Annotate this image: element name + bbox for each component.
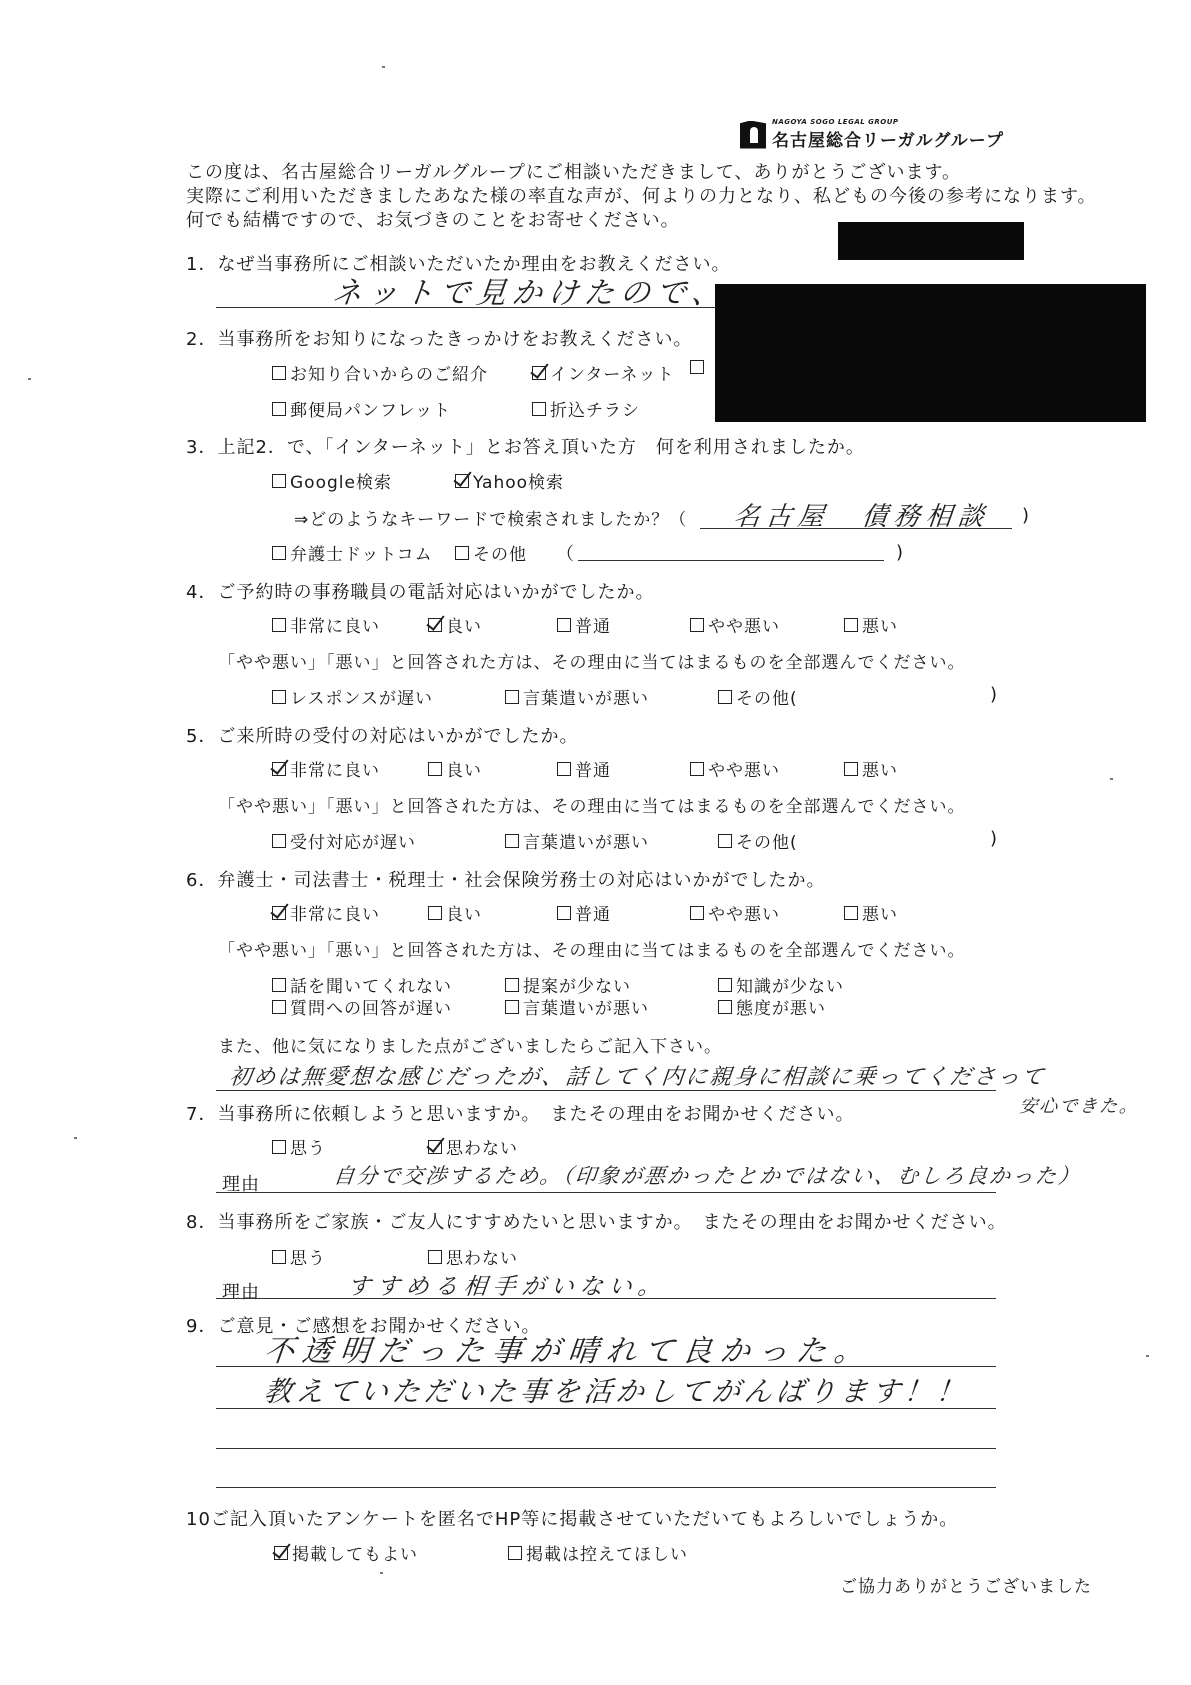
q5-option-bad[interactable]: 悪い — [844, 756, 898, 781]
checkbox[interactable] — [272, 1250, 286, 1264]
q4-reason-other[interactable]: その他( — [718, 684, 798, 709]
q10-option-decline[interactable]: 掲載は控えてほしい — [508, 1540, 688, 1565]
q5-reason-close: ) — [990, 828, 999, 849]
checkbox[interactable] — [718, 978, 732, 992]
intro-line-2: 実際にご利用いただきましたあなた様の率直な声が、何よりの力となり、私どもの今後の参考になります。 — [186, 186, 1097, 207]
checkbox[interactable] — [272, 834, 286, 848]
q2-label: 2．当事務所をお知りになったきっかけをお教えください。 — [186, 329, 693, 350]
q2-option-flyer[interactable]: 折込チラシ — [532, 396, 640, 421]
q8-reason-label: 理由 — [222, 1282, 260, 1303]
scan-speck — [74, 1137, 77, 1139]
intro-line-1: この度は、名古屋総合リーガルグループにご相談いただきまして、ありがとうございます。 — [186, 162, 962, 183]
checkbox-checked[interactable] — [455, 474, 469, 488]
q6-label: 6．弁護士・司法書士・税理士・社会保険労務士の対応はいかがでしたか。 — [186, 870, 826, 891]
checkbox[interactable] — [844, 906, 858, 920]
q8-option-yes[interactable]: 思う — [272, 1244, 326, 1269]
checkbox[interactable] — [690, 762, 704, 776]
q3-keyword-line — [700, 528, 1012, 529]
q8-reason-line — [216, 1298, 996, 1299]
q5-label: 5．ご来所時の受付の対応はいかがでしたか。 — [186, 726, 579, 747]
checkbox[interactable] — [557, 762, 571, 776]
q9-line-3[interactable] — [216, 1448, 996, 1449]
checkbox[interactable] — [272, 546, 286, 560]
checkbox[interactable] — [690, 360, 704, 374]
q3-option-other[interactable]: その他 — [455, 540, 527, 565]
q2-option-hidden[interactable] — [690, 360, 708, 374]
q3-other-close: ) — [896, 542, 905, 563]
q5-reason-other[interactable]: その他( — [718, 828, 798, 853]
q9-label: 9．ご意見・ご感想をお聞かせください。 — [186, 1316, 541, 1337]
q6-option-good[interactable]: 良い — [428, 900, 482, 925]
checkbox[interactable] — [455, 546, 469, 560]
q3-keyword-answer: 名古屋 債務相談 — [732, 502, 992, 532]
checkbox[interactable] — [272, 690, 286, 704]
q5-option-good[interactable]: 良い — [428, 756, 482, 781]
checkbox[interactable] — [557, 906, 571, 920]
redaction-block — [715, 284, 1146, 422]
q9-line-2 — [216, 1408, 996, 1409]
q8-label: 8．当事務所をご家族・ご友人にすすめたいと思いますか。 またその理由をお聞かせください。 — [186, 1212, 1007, 1233]
q1-answer-line — [216, 307, 716, 308]
q8-reason-answer: すすめる相手がいない。 — [346, 1274, 669, 1300]
q4-reason-slow-response[interactable]: レスポンスが遅い — [272, 684, 433, 709]
logo-name: 名古屋総合リーガルグループ — [772, 131, 1004, 151]
checkbox[interactable] — [428, 906, 442, 920]
checkbox-checked[interactable] — [274, 1546, 288, 1560]
q6-reason-not-listening[interactable]: 話を聞いてくれない — [272, 972, 452, 997]
q9-line-4[interactable] — [216, 1487, 996, 1488]
q3-option-yahoo[interactable]: Yahoo検索 — [455, 468, 564, 493]
checkbox[interactable] — [272, 618, 286, 632]
q6-option-very-good[interactable]: 非常に良い — [272, 900, 380, 925]
checkbox[interactable] — [428, 1250, 442, 1264]
q4-option-very-good[interactable]: 非常に良い — [272, 612, 380, 637]
redaction-block — [838, 222, 1024, 260]
checkbox[interactable] — [718, 1000, 732, 1014]
checkbox-checked[interactable] — [532, 366, 546, 380]
checkbox[interactable] — [428, 762, 442, 776]
q4-option-bad[interactable]: 悪い — [844, 612, 898, 637]
checkbox[interactable] — [844, 762, 858, 776]
q4-label: 4．ご予約時の事務職員の電話対応はいかがでしたか。 — [186, 582, 655, 603]
q6-reason-attitude[interactable]: 態度が悪い — [718, 994, 826, 1019]
q7-reason-line — [216, 1192, 996, 1193]
scan-speck — [1146, 1355, 1149, 1357]
q6-option-somewhat-bad[interactable]: やや悪い — [690, 900, 780, 925]
q6-option-average[interactable]: 普通 — [557, 900, 611, 925]
checkbox[interactable] — [718, 690, 732, 704]
checkbox[interactable] — [272, 1000, 286, 1014]
q3-option-bengoshi-dotcom[interactable]: 弁護士ドットコム — [272, 540, 433, 565]
q9-answer-line-1: 不透明だった事が晴れて良かった。 — [262, 1334, 874, 1369]
checkbox-checked[interactable] — [272, 906, 286, 920]
q5-reason-slow-reception[interactable]: 受付対応が遅い — [272, 828, 416, 853]
q2-option-internet[interactable]: インターネット — [532, 360, 674, 385]
q3-keyword-close: ) — [1022, 505, 1031, 526]
q6-other-prompt: また、他に気になりました点がございましたらご記入下さい。 — [218, 1037, 722, 1057]
q2-option-acquaintance[interactable]: お知り合いからのご紹介 — [272, 360, 488, 385]
q4-option-somewhat-bad[interactable]: やや悪い — [690, 612, 780, 637]
checkbox[interactable] — [272, 402, 286, 416]
q7-option-no[interactable]: 思わない — [428, 1134, 518, 1159]
q7-reason-label: 理由 — [222, 1174, 260, 1195]
checkbox[interactable] — [272, 366, 286, 380]
q3-other-open: （ — [556, 544, 575, 565]
scan-speck — [28, 378, 31, 380]
checkbox[interactable] — [505, 690, 519, 704]
checkbox[interactable] — [505, 1000, 519, 1014]
q2-option-post-office-pamphlet[interactable]: 郵便局パンフレット — [272, 396, 451, 421]
q6-follow-up: 「やや悪い」「悪い」と回答された方は、その理由に当てはまるものを全部選んでください。 — [218, 941, 966, 961]
q7-reason-answer: 自分で交渉するため。（印象が悪かったとかではない、むしろ良かった） — [332, 1164, 1083, 1188]
scan-speck — [380, 1572, 383, 1574]
checkbox[interactable] — [718, 834, 732, 848]
checkbox[interactable] — [844, 618, 858, 632]
q10-option-allow[interactable]: 掲載してもよい — [274, 1540, 418, 1565]
building-icon — [740, 121, 766, 149]
q1-label: 1．なぜ当事務所にご相談いただいたか理由をお教えください。 — [186, 254, 731, 275]
q5-option-average[interactable]: 普通 — [557, 756, 611, 781]
q3-keyword-prompt: ⇒どのようなキーワードで検索されましたか？（ — [294, 510, 688, 530]
q4-reason-language[interactable]: 言葉遣いが悪い — [505, 684, 649, 709]
q6-reason-slow-answers[interactable]: 質問への回答が遅い — [272, 994, 452, 1019]
q4-follow-up: 「やや悪い」「悪い」と回答された方は、その理由に当てはまるものを全部選んでください。 — [218, 653, 966, 673]
q6-other-answer: 初めは無愛想な感じだったが、話してく内に親身に相談に乗ってくださって — [228, 1065, 1047, 1090]
checkbox-checked[interactable] — [272, 762, 286, 776]
q4-option-good[interactable]: 良い — [428, 612, 482, 637]
checkbox[interactable] — [690, 906, 704, 920]
q5-follow-up: 「やや悪い」「悪い」と回答された方は、その理由に当てはまるものを全部選んでください。 — [218, 797, 966, 817]
closing-thanks: ご協力ありがとうございました — [840, 1577, 1092, 1597]
q7-option-yes[interactable]: 思う — [272, 1134, 326, 1159]
checkbox[interactable] — [272, 1140, 286, 1154]
q6-reason-language[interactable]: 言葉遣いが悪い — [505, 994, 649, 1019]
q5-reason-language[interactable]: 言葉遣いが悪い — [505, 828, 649, 853]
q3-other-line[interactable] — [578, 560, 884, 561]
checkbox[interactable] — [557, 618, 571, 632]
q3-label: 3．上記2．で、「インターネット」とお答え頂いた方 何を利用されましたか。 — [186, 437, 865, 458]
checkbox[interactable] — [272, 474, 286, 488]
checkbox-checked[interactable] — [428, 618, 442, 632]
checkbox[interactable] — [505, 834, 519, 848]
q3-option-google[interactable]: Google検索 — [272, 468, 392, 493]
q10-label: 10ご記入頂いたアンケートを匿名でHP等に掲載させていただいてもよろしいでしょうか。 — [186, 1509, 959, 1530]
q4-option-average[interactable]: 普通 — [557, 612, 611, 637]
q9-answer-line-2: 教えていただいた事を活かしてがんばります！！ — [262, 1375, 970, 1408]
q6-other-answer-continued: 安心できた。 — [1018, 1096, 1141, 1117]
q5-option-very-good[interactable]: 非常に良い — [272, 756, 380, 781]
q7-label: 7．当事務所に依頼しようと思いますか。 またその理由をお聞かせください。 — [186, 1104, 855, 1125]
q4-reason-close: ) — [990, 684, 999, 705]
checkbox[interactable] — [508, 1546, 522, 1560]
checkbox[interactable] — [272, 978, 286, 992]
q9-line-1 — [216, 1366, 996, 1367]
q8-option-no[interactable]: 思わない — [428, 1244, 518, 1269]
logo-subtitle: NAGOYA SOGO LEGAL GROUP — [772, 118, 899, 126]
company-logo — [740, 118, 1004, 151]
q6-option-bad[interactable]: 悪い — [844, 900, 898, 925]
checkbox-checked[interactable] — [428, 1140, 442, 1154]
q6-reason-few-proposals[interactable]: 提案が少ない — [505, 972, 631, 997]
intro-line-3: 何でも結構ですので、お気づきのことをお寄せください。 — [186, 210, 680, 231]
q5-option-somewhat-bad[interactable]: やや悪い — [690, 756, 780, 781]
checkbox[interactable] — [505, 978, 519, 992]
checkbox[interactable] — [532, 402, 546, 416]
q6-reason-little-knowledge[interactable]: 知識が少ない — [718, 972, 844, 997]
q1-answer: ネットで見かけたので、 — [330, 276, 730, 311]
q6-other-line — [216, 1090, 996, 1091]
scan-speck — [382, 66, 385, 68]
scan-speck — [1110, 778, 1113, 780]
checkbox[interactable] — [690, 618, 704, 632]
